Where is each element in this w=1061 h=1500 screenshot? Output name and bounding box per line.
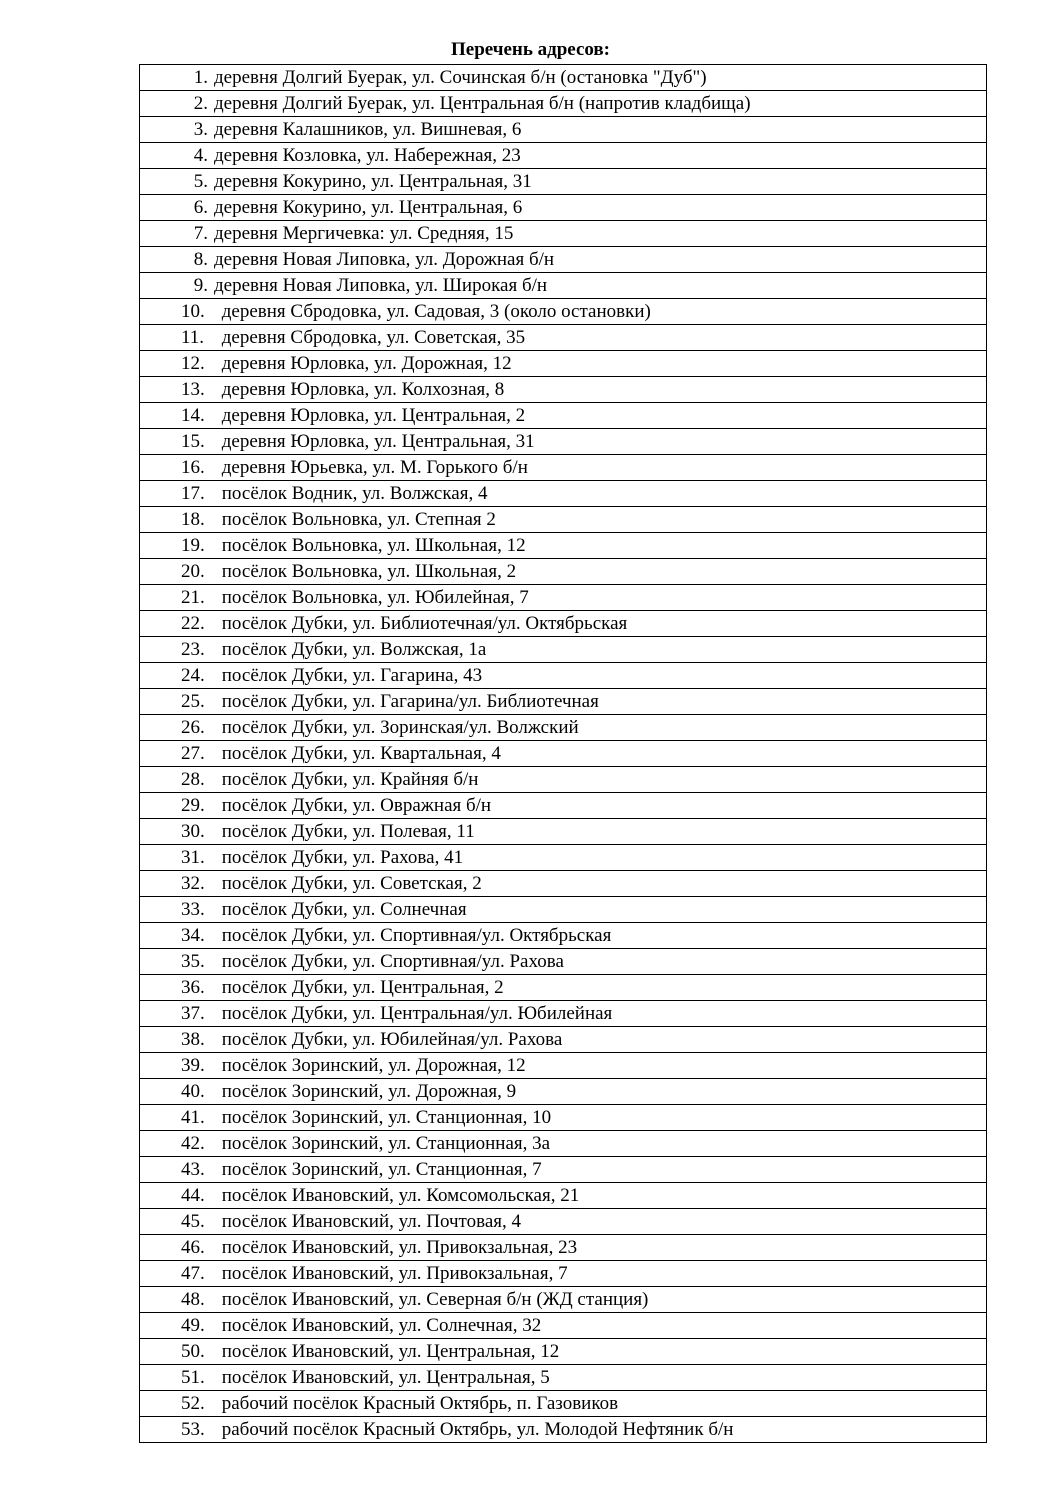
address-text: деревня Кокурино, ул. Центральная, 31	[214, 171, 532, 192]
address-cell	[140, 169, 987, 195]
table-row	[140, 1053, 987, 1079]
table-row	[140, 767, 987, 793]
address-cell	[140, 1027, 987, 1053]
address-cell	[140, 1391, 987, 1417]
table-row	[140, 325, 987, 351]
table-row	[140, 273, 987, 299]
table-row	[140, 1339, 987, 1365]
address-cell	[140, 1209, 987, 1235]
address-cell	[140, 247, 987, 273]
row-number: 46.	[181, 1237, 205, 1258]
row-number: 44.	[181, 1185, 205, 1206]
table-row	[140, 1183, 987, 1209]
address-text: посёлок Дубки, ул. Солнечная	[221, 899, 467, 920]
table-row	[140, 507, 987, 533]
address-table-body	[140, 65, 987, 1443]
table-row	[140, 585, 987, 611]
address-cell	[140, 871, 987, 897]
row-number: 3.	[193, 119, 208, 140]
row-number: 33.	[181, 899, 205, 920]
row-number: 32.	[181, 873, 205, 894]
table-row	[140, 689, 987, 715]
address-cell	[140, 507, 987, 533]
address-cell	[140, 663, 987, 689]
row-number: 11.	[181, 327, 205, 348]
address-cell	[140, 1131, 987, 1157]
row-number: 14.	[181, 405, 205, 426]
address-text: деревня Сбродовка, ул. Советская, 35	[221, 327, 526, 348]
address-text: посёлок Ивановский, ул. Комсомольская, 21	[221, 1185, 580, 1206]
address-cell	[140, 819, 987, 845]
row-number: 20.	[181, 561, 205, 582]
address-cell	[140, 299, 987, 325]
address-text: посёлок Дубки, ул. Центральная, 2	[221, 977, 504, 998]
table-row	[140, 923, 987, 949]
row-number: 27.	[181, 743, 205, 764]
table-row	[140, 1235, 987, 1261]
address-cell	[140, 429, 987, 455]
address-text: посёлок Дубки, ул. Рахова, 41	[221, 847, 464, 868]
address-text: деревня Сбродовка, ул. Садовая, 3 (около остановки)	[221, 301, 651, 322]
row-number: 26.	[181, 717, 205, 738]
row-number: 16.	[181, 457, 205, 478]
row-number: 41.	[181, 1107, 205, 1128]
table-row	[140, 1417, 987, 1443]
address-cell	[140, 1105, 987, 1131]
address-text: посёлок Дубки, ул. Спортивная/ул. Рахова	[221, 951, 564, 972]
table-row	[140, 637, 987, 663]
address-cell	[140, 559, 987, 585]
row-number: 39.	[181, 1055, 205, 1076]
row-number: 4.	[193, 145, 208, 166]
address-text: посёлок Дубки, ул. Гагарина, 43	[221, 665, 483, 686]
address-cell	[140, 143, 987, 169]
address-table	[139, 64, 987, 1443]
address-text: деревня Юрьевка, ул. М. Горького б/н	[221, 457, 528, 478]
table-row	[140, 299, 987, 325]
table-row	[140, 1157, 987, 1183]
address-cell	[140, 949, 987, 975]
table-row	[140, 1001, 987, 1027]
row-number: 43.	[181, 1159, 205, 1180]
address-cell	[140, 325, 987, 351]
address-cell	[140, 221, 987, 247]
row-number: 52.	[181, 1393, 205, 1414]
table-row	[140, 975, 987, 1001]
address-cell	[140, 637, 987, 663]
address-text: посёлок Вольновка, ул. Юбилейная, 7	[221, 587, 529, 608]
row-number: 47.	[181, 1263, 205, 1284]
table-row	[140, 715, 987, 741]
address-cell	[140, 455, 987, 481]
table-row	[140, 1261, 987, 1287]
table-row	[140, 377, 987, 403]
address-text: посёлок Дубки, ул. Гагарина/ул. Библиотечная	[221, 691, 599, 712]
table-row	[140, 1365, 987, 1391]
row-number: 28.	[181, 769, 205, 790]
row-number: 12.	[181, 353, 205, 374]
table-row	[140, 221, 987, 247]
address-text: посёлок Ивановский, ул. Солнечная, 32	[221, 1315, 542, 1336]
address-cell	[140, 377, 987, 403]
address-text: посёлок Дубки, ул. Квартальная, 4	[221, 743, 501, 764]
table-row	[140, 741, 987, 767]
table-row	[140, 819, 987, 845]
row-number: 51.	[181, 1367, 205, 1388]
address-text: посёлок Зоринский, ул. Дорожная, 9	[221, 1081, 517, 1102]
address-cell	[140, 273, 987, 299]
address-text: рабочий посёлок Красный Октябрь, п. Газовиков	[221, 1393, 619, 1414]
address-cell	[140, 195, 987, 221]
table-row	[140, 793, 987, 819]
address-text: посёлок Дубки, ул. Центральная/ул. Юбилейная	[221, 1003, 613, 1024]
table-row	[140, 169, 987, 195]
table-row	[140, 1391, 987, 1417]
address-cell	[140, 1339, 987, 1365]
row-number: 25.	[181, 691, 205, 712]
row-number: 8.	[193, 249, 208, 270]
row-number: 35.	[181, 951, 205, 972]
table-row	[140, 481, 987, 507]
address-text: посёлок Зоринский, ул. Дорожная, 12	[221, 1055, 526, 1076]
address-cell	[140, 1001, 987, 1027]
address-text: деревня Долгий Буерак, ул. Сочинская б/н (остановка "Дуб")	[214, 67, 707, 88]
table-row	[140, 195, 987, 221]
row-number: 10.	[181, 301, 205, 322]
address-cell	[140, 1261, 987, 1287]
table-row	[140, 403, 987, 429]
address-text: деревня Долгий Буерак, ул. Центральная б/н (напротив кладбища)	[214, 93, 751, 114]
address-cell	[140, 117, 987, 143]
address-text: посёлок Вольновка, ул. Школьная, 2	[221, 561, 517, 582]
address-cell	[140, 91, 987, 117]
row-number: 5.	[193, 171, 208, 192]
table-row	[140, 533, 987, 559]
table-row	[140, 1287, 987, 1313]
address-cell	[140, 1365, 987, 1391]
address-cell	[140, 1235, 987, 1261]
row-number: 17.	[181, 483, 205, 504]
row-number: 50.	[181, 1341, 205, 1362]
address-text: посёлок Дубки, ул. Библиотечная/ул. Октябрьская	[221, 613, 628, 634]
row-number: 15.	[181, 431, 205, 452]
address-cell	[140, 351, 987, 377]
row-number: 49.	[181, 1315, 205, 1336]
row-number: 45.	[181, 1211, 205, 1232]
table-row	[140, 871, 987, 897]
address-text: деревня Новая Липовка, ул. Широкая б/н	[214, 275, 548, 296]
table-row	[140, 1209, 987, 1235]
address-text: рабочий посёлок Красный Октябрь, ул. Молодой Нефтяник б/н	[221, 1419, 734, 1440]
address-text: посёлок Дубки, ул. Крайняя б/н	[221, 769, 479, 790]
table-row	[140, 845, 987, 871]
address-cell	[140, 845, 987, 871]
table-row	[140, 455, 987, 481]
table-row	[140, 1131, 987, 1157]
address-text: деревня Кокурино, ул. Центральная, 6	[214, 197, 523, 218]
row-number: 18.	[181, 509, 205, 530]
row-number: 29.	[181, 795, 205, 816]
address-text: посёлок Дубки, ул. Овражная б/н	[221, 795, 492, 816]
address-text: посёлок Вольновка, ул. Степная 2	[221, 509, 496, 530]
address-text: посёлок Дубки, ул. Зоринская/ул. Волжский	[221, 717, 579, 738]
address-cell	[140, 65, 987, 91]
address-text: посёлок Ивановский, ул. Почтовая, 4	[221, 1211, 521, 1232]
address-text: деревня Юрловка, ул. Колхозная, 8	[221, 379, 505, 400]
address-text: посёлок Дубки, ул. Советская, 2	[221, 873, 482, 894]
address-text: посёлок Водник, ул. Волжская, 4	[221, 483, 488, 504]
page-title: Перечень адресов:	[450, 39, 611, 60]
table-row	[140, 949, 987, 975]
row-number: 34.	[181, 925, 205, 946]
address-text: посёлок Ивановский, ул. Центральная, 5	[221, 1367, 550, 1388]
row-number: 22.	[181, 613, 205, 634]
address-cell	[140, 1313, 987, 1339]
address-cell	[140, 1079, 987, 1105]
row-number: 21.	[181, 587, 205, 608]
table-row	[140, 143, 987, 169]
row-number: 53.	[181, 1419, 205, 1440]
row-number: 36.	[181, 977, 205, 998]
table-row	[140, 429, 987, 455]
row-number: 30.	[181, 821, 205, 842]
row-number: 19.	[181, 535, 205, 556]
address-cell	[140, 585, 987, 611]
table-row	[140, 1079, 987, 1105]
table-row	[140, 247, 987, 273]
address-text: посёлок Дубки, ул. Спортивная/ул. Октябрьская	[221, 925, 612, 946]
row-number: 38.	[181, 1029, 205, 1050]
row-number: 23.	[181, 639, 205, 660]
table-row	[140, 559, 987, 585]
address-cell	[140, 403, 987, 429]
row-number: 6.	[193, 197, 208, 218]
address-cell	[140, 975, 987, 1001]
address-text: посёлок Дубки, ул. Юбилейная/ул. Рахова	[221, 1029, 563, 1050]
address-text: деревня Юрловка, ул. Центральная, 31	[221, 431, 535, 452]
address-text: деревня Мергичевка: ул. Средняя, 15	[214, 223, 514, 244]
row-number: 7.	[193, 223, 208, 244]
table-row	[140, 663, 987, 689]
table-row	[140, 1313, 987, 1339]
address-cell	[140, 793, 987, 819]
address-text: деревня Юрловка, ул. Центральная, 2	[221, 405, 526, 426]
table-row	[140, 1027, 987, 1053]
address-text: посёлок Ивановский, ул. Привокзальная, 23	[221, 1237, 578, 1258]
row-number: 42.	[181, 1133, 205, 1154]
address-text: деревня Новая Липовка, ул. Дорожная б/н	[214, 249, 555, 270]
table-row	[140, 117, 987, 143]
address-text: деревня Калашников, ул. Вишневая, 6	[214, 119, 522, 140]
table-row	[140, 351, 987, 377]
address-cell	[140, 923, 987, 949]
address-cell	[140, 1287, 987, 1313]
address-cell	[140, 767, 987, 793]
row-number: 13.	[181, 379, 205, 400]
address-text: посёлок Зоринский, ул. Станционная, 7	[221, 1159, 542, 1180]
row-number: 37.	[181, 1003, 205, 1024]
address-cell	[140, 481, 987, 507]
address-cell	[140, 1157, 987, 1183]
row-number: 31.	[181, 847, 205, 868]
address-cell	[140, 741, 987, 767]
address-text: деревня Козловка, ул. Набережная, 23	[214, 145, 521, 166]
address-cell	[140, 689, 987, 715]
address-cell	[140, 715, 987, 741]
row-number: 1.	[193, 67, 208, 88]
address-text: деревня Юрловка, ул. Дорожная, 12	[221, 353, 512, 374]
row-number: 9.	[193, 275, 208, 296]
table-row	[140, 611, 987, 637]
address-text: посёлок Ивановский, ул. Северная б/н (ЖД станция)	[221, 1289, 649, 1310]
address-text: посёлок Дубки, ул. Волжская, 1а	[221, 639, 487, 660]
table-row	[140, 897, 987, 923]
address-text: посёлок Зоринский, ул. Станционная, 10	[221, 1107, 552, 1128]
row-number: 48.	[181, 1289, 205, 1310]
address-cell	[140, 897, 987, 923]
address-text: посёлок Ивановский, ул. Центральная, 12	[221, 1341, 560, 1362]
address-cell	[140, 533, 987, 559]
row-number: 24.	[181, 665, 205, 686]
address-cell	[140, 1183, 987, 1209]
address-text: посёлок Ивановский, ул. Привокзальная, 7	[221, 1263, 568, 1284]
table-row	[140, 1105, 987, 1131]
address-text: посёлок Зоринский, ул. Станционная, 3а	[221, 1133, 551, 1154]
table-row	[140, 91, 987, 117]
row-number: 40.	[181, 1081, 205, 1102]
address-text: посёлок Дубки, ул. Полевая, 11	[221, 821, 475, 842]
row-number: 2.	[193, 93, 208, 114]
address-cell	[140, 1417, 987, 1443]
table-row	[140, 65, 987, 91]
address-text: посёлок Вольновка, ул. Школьная, 12	[221, 535, 526, 556]
address-cell	[140, 611, 987, 637]
address-cell	[140, 1053, 987, 1079]
